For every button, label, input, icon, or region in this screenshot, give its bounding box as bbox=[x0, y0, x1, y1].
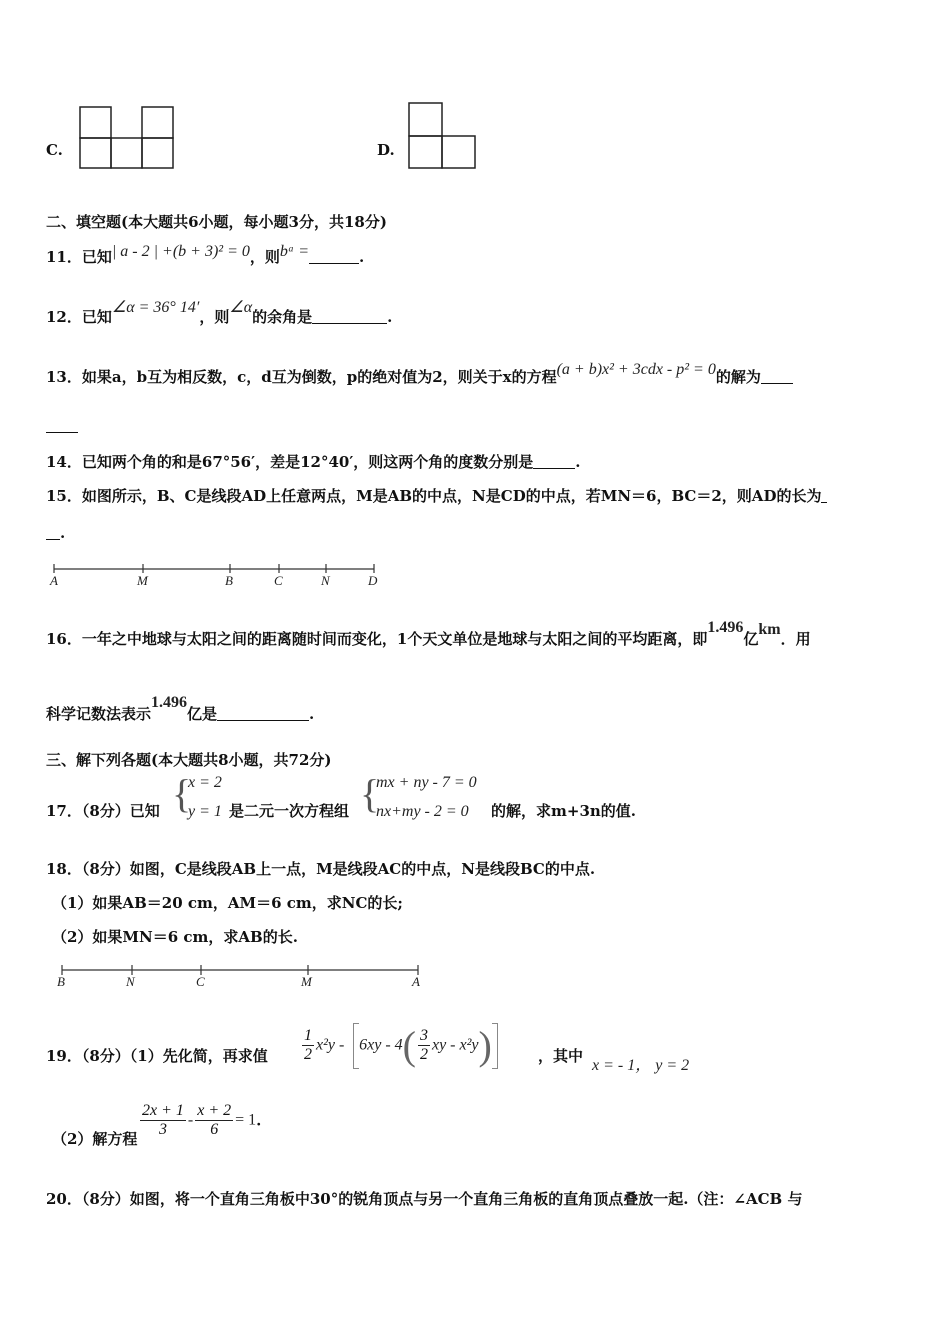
option-c-label: C. bbox=[46, 141, 63, 159]
question-19-mid: ，其中 bbox=[538, 1047, 584, 1065]
label-c: C bbox=[274, 573, 283, 588]
section-3-title: 三、解下列各题(本大题共8小题，共72分) bbox=[46, 751, 332, 769]
label-m: M bbox=[301, 974, 312, 989]
label-c: C bbox=[196, 974, 205, 989]
section-2-title: 二、填空题(本大题共6小题，每小题3分，共18分) bbox=[46, 213, 387, 231]
option-d-figure bbox=[407, 101, 477, 171]
label-b: B bbox=[225, 573, 233, 588]
question-20: 20．（8分）如图，将一个直角三角板中30°的锐角顶点与另一个直角三角板的直角顶点叠放一起.（注：∠ACB 与 bbox=[46, 1190, 803, 1208]
system-2-line-1: mx + ny - 7 = 0 bbox=[376, 774, 477, 791]
question-19-condition: x = - 1， y = 2 bbox=[592, 1057, 690, 1074]
question-13: 13．如果a，b互为相反数，c，d互为倒数，p的绝对值为2，则关于x的方程(a + b)x² + 3cdx - p² = 0的解为 bbox=[46, 366, 793, 387]
question-18-part-1: （1）如果AB＝20 cm，AM＝6 cm，求NC的长; bbox=[52, 894, 403, 912]
question-16-cont: 科学记数法表示1.496亿是 . bbox=[46, 694, 315, 723]
question-14: 14．已知两个角的和是67°56′，差是12°40′，则这两个角的度数分别是 . bbox=[46, 453, 581, 471]
question-19-part-2: （2）解方程 bbox=[52, 1130, 138, 1148]
question-15-end: . bbox=[46, 524, 65, 542]
option-d-label: D. bbox=[377, 141, 395, 159]
question-19: 19．（8分）（1）先化简，再求值 bbox=[46, 1047, 268, 1065]
system-2-line-2: nx+my - 2 = 0 bbox=[376, 803, 469, 820]
question-18: 18．（8分）如图，C是线段AB上一点，M是线段AC的中点，N是线段BC的中点. bbox=[46, 860, 596, 878]
question-18-part-2: （2）如果MN＝6 cm，求AB的长. bbox=[52, 928, 298, 946]
question-17-post: 的解，求m+3n的值. bbox=[491, 802, 637, 820]
label-a: A bbox=[412, 974, 420, 989]
figure-18-segment bbox=[52, 960, 432, 992]
question-11: 11．已知| a - 2 | +(b + 3)² = 0，则bᵃ = . bbox=[46, 243, 365, 266]
question-17-mid: 是二元一次方程组 bbox=[229, 802, 350, 820]
system-1-line-2: y = 1 bbox=[188, 803, 222, 820]
question-17: 17．（8分）已知 bbox=[46, 802, 160, 820]
label-a: A bbox=[50, 573, 58, 588]
expression-19: $\frac{1}{2}$ x²y - 6xy - 4( $\frac{3}{2}$ xy - x²y) bbox=[300, 1022, 498, 1069]
question-12: 12．已知∠α = 36° 14′，则∠α的余角是 . bbox=[46, 299, 393, 326]
label-b: B bbox=[57, 974, 65, 989]
equation-19: $\frac{2x + 1}{3}$ - $\frac{x + 2}{6}$ = 1. bbox=[142, 1102, 262, 1138]
label-m: M bbox=[137, 573, 148, 588]
label-n: N bbox=[126, 974, 135, 989]
figure-15-segment bbox=[44, 558, 388, 590]
system-1-line-1: x = 2 bbox=[188, 774, 222, 791]
label-d: D bbox=[368, 573, 378, 588]
question-15: 15．如图所示，B、C是线段AD上任意两点，M是AB的中点，N是CD的中点，若MN＝6，BC＝2，则AD的长为 bbox=[46, 485, 827, 506]
question-16: 16．一年之中地球与太阳之间的距离随时间而变化，1个天文单位是地球与太阳之间的平均距离，即1.496亿km．用 bbox=[46, 619, 811, 648]
answer-blank-13 bbox=[46, 418, 78, 433]
label-n: N bbox=[321, 573, 330, 588]
brace-1: { bbox=[172, 771, 192, 816]
option-c-figure bbox=[78, 104, 174, 170]
brace-2: { bbox=[360, 771, 380, 816]
